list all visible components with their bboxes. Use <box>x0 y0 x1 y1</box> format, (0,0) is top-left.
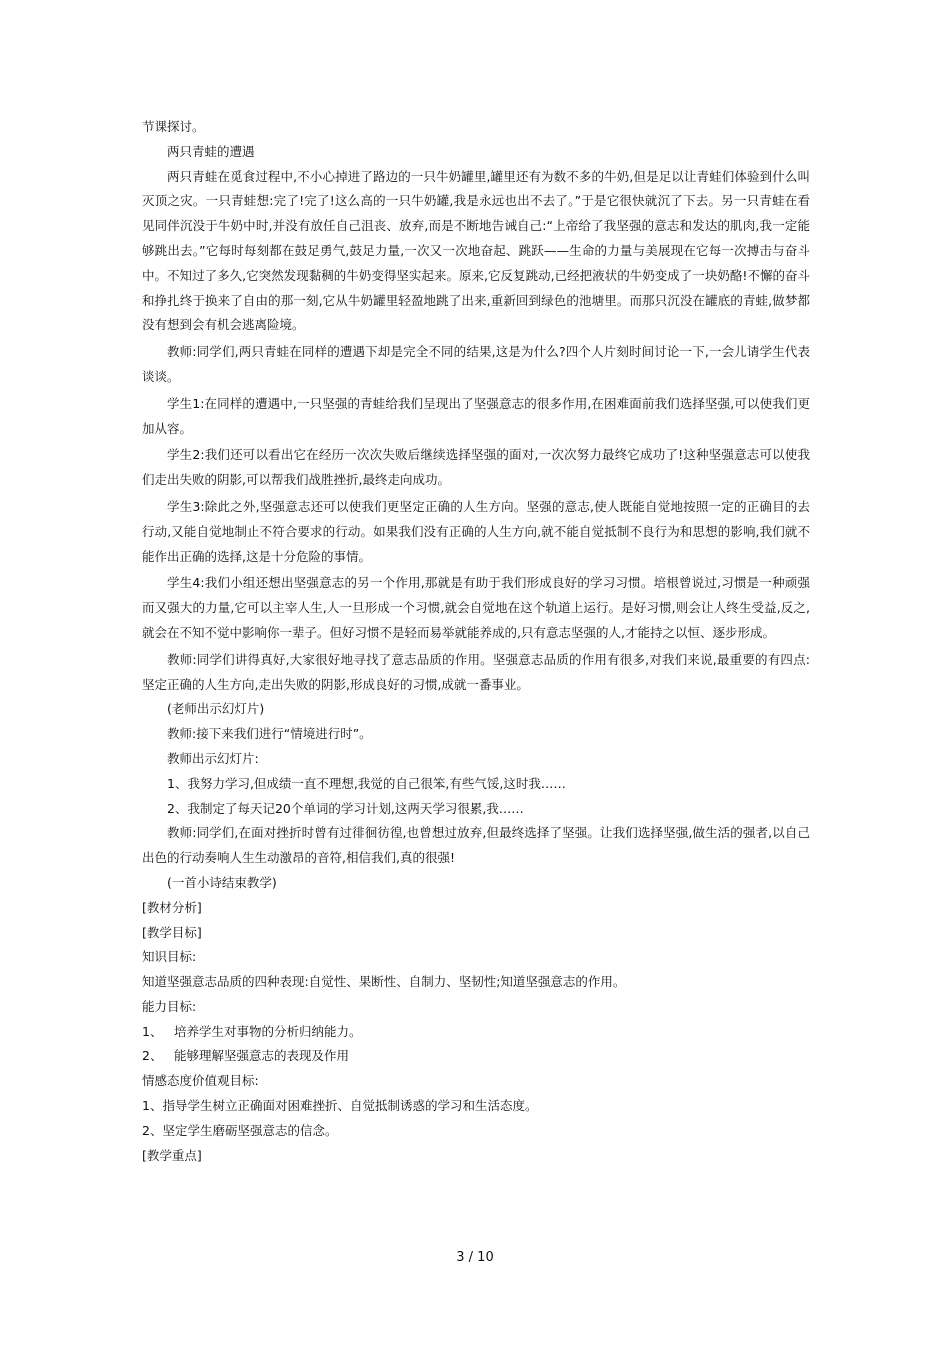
paragraph-intro-end: 节课探讨。 <box>142 119 205 134</box>
teacher-summary: 教师:同学们讲得真好,大家很好地寻找了意志品质的作用。坚强意志品质的作用有很多,对我们来说,最重要的有四点:坚定正确的人生方向,走出失败的阴影,形成良好的习惯,成就一番事业。 <box>142 651 810 692</box>
emotion-goal-item-2: 2、坚定学生磨砺坚强意志的信念。 <box>142 1122 338 1138</box>
teacher-question: 教师:同学们,两只青蛙在同样的遭遇下却是完全不同的结果,这是为什么?四个人片刻时间讨论一下,一会儿请学生代表谈谈。 <box>142 344 810 384</box>
ability-goal-item-2-text: 能够理解坚强意志的表现及作用 <box>174 1048 350 1064</box>
poem-note: (一首小诗结束教学) <box>167 874 277 890</box>
story-title: 两只青蛙的遭遇 <box>167 143 255 159</box>
ability-goal-item-1-text: 培养学生对事物的分析归纳能力。 <box>174 1023 362 1039</box>
knowledge-goal-title: 知识目标: <box>142 949 197 965</box>
teacher-slide-label: 教师出示幻灯片: <box>167 750 259 766</box>
scenario-item-1: 1、我努力学习,但成绩一直不理想,我觉的自己很笨,有些气馁,这时我…… <box>167 775 566 791</box>
section-analysis: [教材分析] <box>142 899 202 915</box>
student-3-answer: 学生3:除此之外,坚强意志还可以使我们更坚定正确的人生方向。坚强的意志,使人既能自觉地按照一定的正确目的去行动,又能自觉地制止不符合要求的行动。如果我们没有正确的人生方向,就不能自觉抵制不良行为和思想的影响,我们就不能作出正确的选择,这是十分危险的事情。 <box>142 498 810 564</box>
section-goals: [教学目标] <box>142 924 202 940</box>
scenario-item-2: 2、我制定了每天记20个单词的学习计划,这两天学习很累,我…… <box>167 800 524 816</box>
teacher-scenario-intro: 教师:接下来我们进行“情境进行时”。 <box>167 726 372 742</box>
ability-goal-item-1-number: 1、 <box>142 1023 163 1039</box>
emotion-goal-item-1: 1、指导学生树立正确面对困难挫折、自觉抵制诱惑的学习和生活态度。 <box>142 1098 538 1114</box>
section-key-points: [教学重点] <box>142 1147 202 1163</box>
ability-goal-item-2-number: 2、 <box>142 1048 163 1064</box>
student-2-answer: 学生2:我们还可以看出它在经历一次次失败后继续选择坚强的面对,一次次努力最终它成功了!这种坚强意志可以使我们走出失败的阴影,可以帮我们战胜挫折,最终走向成功。 <box>142 447 810 488</box>
ability-goal-item-1 <box>142 1020 810 1045</box>
emotion-goal-title: 情感态度价值观目标: <box>142 1073 259 1089</box>
ability-goal-item-2 <box>142 1044 810 1069</box>
slide-note: (老师出示幻灯片) <box>167 701 265 717</box>
student-4-answer: 学生4:我们小组还想出坚强意志的另一个作用,那就是有助于我们形成良好的学习习惯。培根曾说过,习惯是一种顽强而又强大的力量,它可以主宰人生,人一旦形成一个习惯,就会自觉地在这个轨道上运行。是好习惯,则会让人终生受益,反之,就会在不知不觉中影响你一辈子。但好习惯不是轻而易举就能养成的,只有意志坚强的人,才能持之以恒、逐步形成。 <box>142 575 810 640</box>
story-paragraph: 两只青蛙在觅食过程中,不小心掉进了路边的一只牛奶罐里,罐里还有为数不多的牛奶,但是足以让青蛙们体验到什么叫灭顶之灾。一只青蛙想:完了!完了!这么高的一只牛奶罐,我是永远也出不去了。”于是它很快就沉了下去。另一只青蛙在看见同伴沉没于牛奶中时,并没有放任自己沮丧、放弃,而是不断地告诫自己:“上帝给了我坚强的意志和发达的肌肉,我一定能够跳出去。”它每时每刻都在鼓足勇气,鼓足力量,一次又一次地奋起、跳跃——生命的力量与美展现在它每一次搏击与奋斗中。不知过了多久,它突然发现黏稠的牛奶变得坚实起来。原来,它反复跳动,已经把液状的牛奶变成了一块奶酪!不懈的奋斗和挣扎终于换来了自由的那一刻,它从牛奶罐里轻盈地跳了出来,重新回到绿色的池塘里。而那只沉没在罐底的青蛙,做梦都没有想到会有机会逃离险境。 <box>142 168 810 333</box>
knowledge-goal-text: 知道坚强意志品质的四种表现:自觉性、果断性、自制力、坚韧性;知道坚强意志的作用。 <box>142 974 626 990</box>
student-1-answer: 学生1:在同样的遭遇中,一只坚强的青蛙给我们呈现出了坚强意志的很多作用,在困难面前我们选择坚强,可以使我们更加从容。 <box>142 395 810 436</box>
ability-goal-title: 能力目标: <box>142 998 197 1014</box>
document-body <box>142 115 810 1168</box>
teacher-conclusion: 教师:同学们,在面对挫折时曾有过徘徊彷徨,也曾想过放弃,但最终选择了坚强。让我们选择坚强,做生活的强者,以自己出色的行动奏响人生生动激昂的音符,相信我们,真的很强! <box>142 825 810 866</box>
page-number: 3 / 10 <box>456 1250 494 1265</box>
